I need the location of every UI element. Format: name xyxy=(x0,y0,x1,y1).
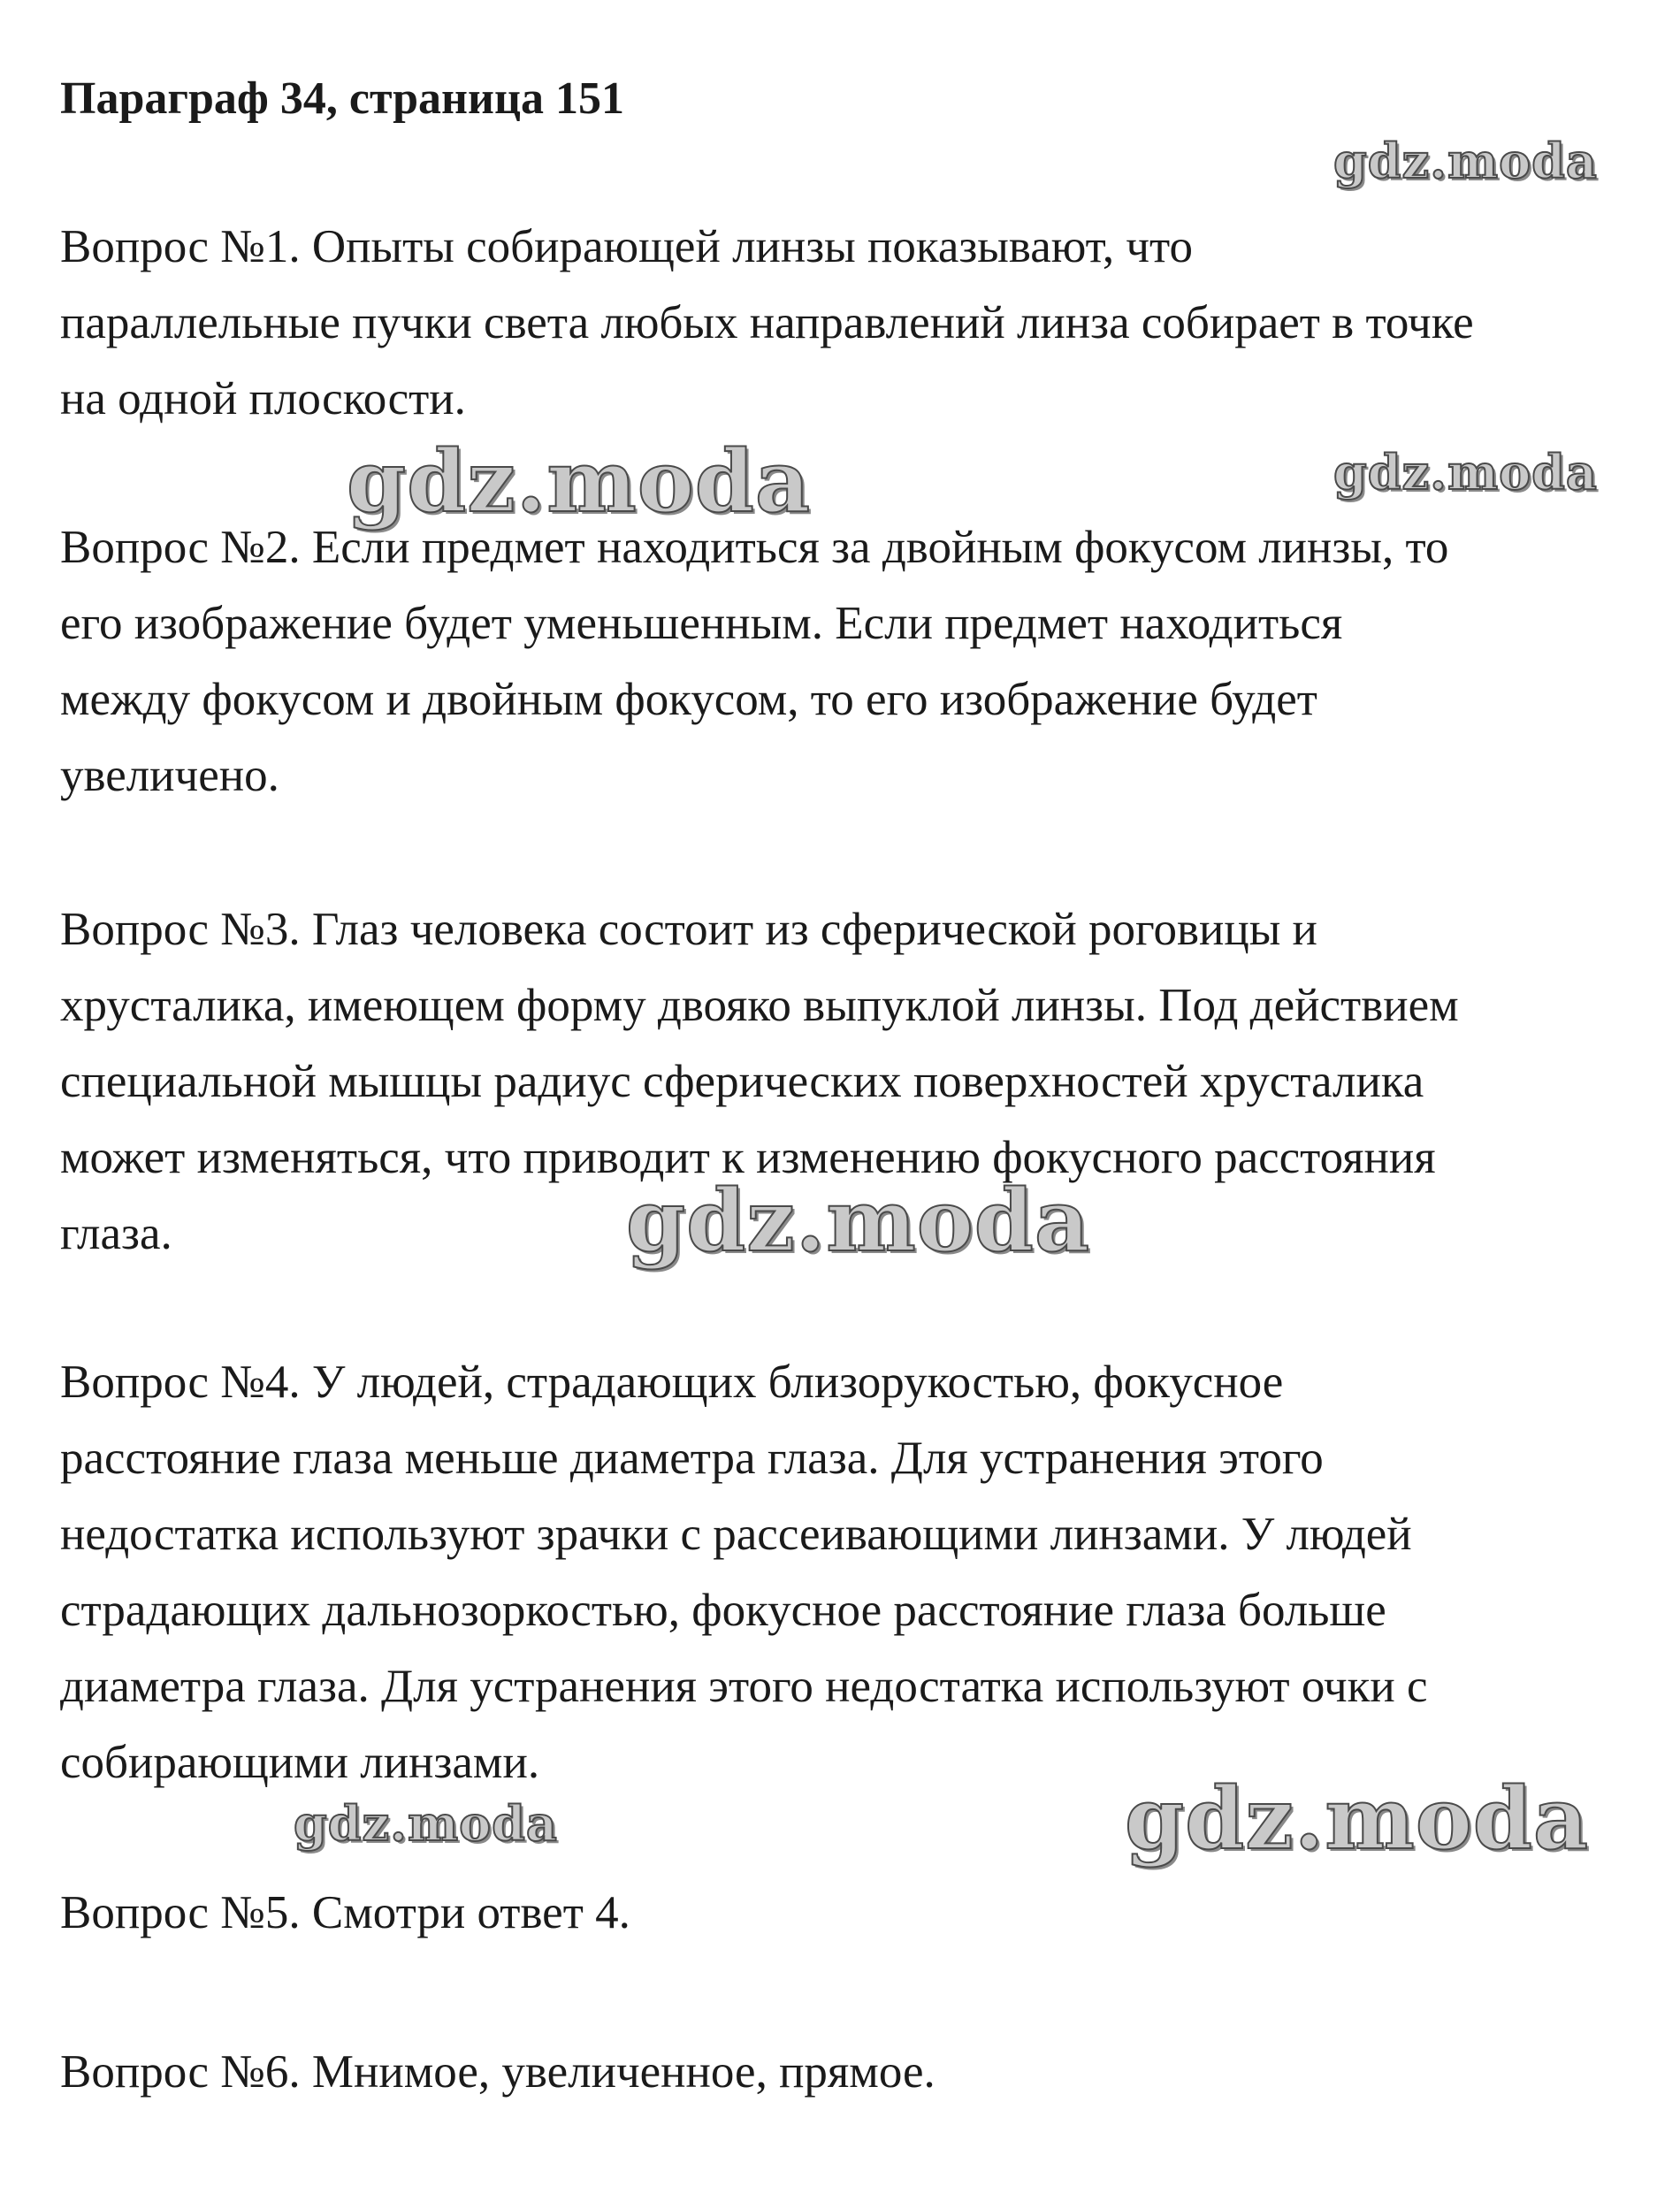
answer-4: Вопрос №4. У людей, страдающих близорукостью, фокусное расстояние глаза меньше диаметра глаза. Для устранения этого недостатка используют зрачки с рассеивающими линзами. У людей страдающих дальнозоркостью, фокусное расстояние глаза больше диаметра глаза. Для устранения этого недостатка используют очки с собирающими линзами. xyxy=(60,1357,1428,1788)
page-heading: Параграф 34, страница 151 xyxy=(60,73,624,124)
watermark: gdz.moda xyxy=(294,1795,558,1852)
watermark: gdz.moda xyxy=(1333,133,1598,189)
answer-1: Вопрос №1. Опыты собирающей линзы показывают, что параллельные пучки света любых направлений линза собирает в точке на одной плоскости. xyxy=(60,221,1474,424)
watermark: gdz.moda xyxy=(1125,1769,1590,1869)
answer-6: Вопрос №6. Мнимое, увеличенное, прямое. xyxy=(60,2046,935,2098)
answer-3: Вопрос №3. Глаз человека состоит из сферической роговицы и хрусталика, имеющем форму двояко выпуклой линзы. Под действием специальной мышцы радиус сферических поверхностей хрусталика может изменяться, что приводит к изменению фокусного расстояния глаза. xyxy=(60,904,1459,1259)
watermark: gdz.moda xyxy=(626,1171,1091,1271)
answer-2: Вопрос №2. Если предмет находиться за двойным фокусом линзы, то его изображение будет уменьшенным. Если предмет находиться между фокусом и двойным фокусом, то его изображение будет увеличено. xyxy=(60,522,1449,801)
watermark: gdz.moda xyxy=(347,432,812,531)
watermark: gdz.moda xyxy=(1333,444,1598,501)
answer-5: Вопрос №5. Смотри ответ 4. xyxy=(60,1887,630,1938)
